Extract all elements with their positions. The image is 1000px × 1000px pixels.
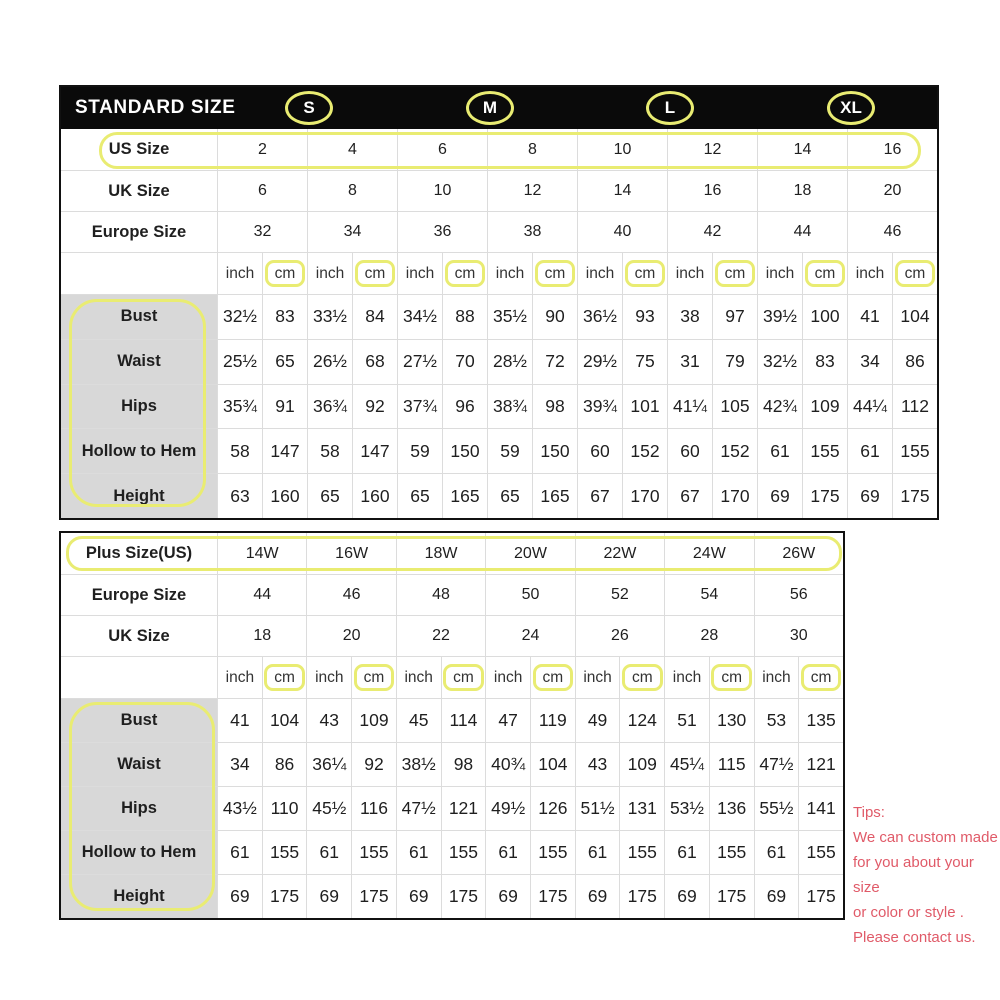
measurement-value-cell: 45½ bbox=[306, 787, 351, 830]
size-row bbox=[61, 170, 937, 211]
measurement-value-cell: 86 bbox=[892, 340, 937, 384]
size-value-cell: 8 bbox=[307, 171, 397, 211]
measurement-value-cell: 92 bbox=[351, 743, 396, 786]
measurement-value-cell: 147 bbox=[262, 429, 307, 473]
size-value-cell: 6 bbox=[397, 129, 487, 170]
measurement-value-cell: 53 bbox=[754, 699, 799, 742]
measurement-value-cell: 41¼ bbox=[667, 385, 712, 429]
measurement-value-cell: 47½ bbox=[396, 787, 441, 830]
size-row-label: US Size bbox=[108, 140, 170, 158]
measurement-value-cell: 60 bbox=[577, 429, 622, 473]
size-value-cell: 14 bbox=[577, 171, 667, 211]
measurement-value-cell: 175 bbox=[530, 875, 575, 918]
size-value-cell: 52 bbox=[575, 575, 664, 615]
measurement-value-cell: 27½ bbox=[397, 340, 442, 384]
size-value-cell: 50 bbox=[485, 575, 574, 615]
measurement-value-cell: 69 bbox=[306, 875, 351, 918]
size-row bbox=[61, 533, 843, 574]
measurement-value-cell: 131 bbox=[619, 787, 664, 830]
measurement-value-cell: 109 bbox=[802, 385, 847, 429]
measurement-value-cell: 170 bbox=[712, 474, 757, 518]
measurement-value-cell: 31 bbox=[667, 340, 712, 384]
size-row-label: Europe Size bbox=[91, 585, 187, 604]
unit-cm-highlighted-label: cm bbox=[805, 260, 846, 287]
unit-cm-cell bbox=[892, 253, 937, 294]
size-row bbox=[61, 129, 937, 170]
size-row bbox=[61, 615, 843, 656]
unit-cm-cell bbox=[442, 253, 487, 294]
measurement-row bbox=[61, 830, 843, 874]
measurement-value-cell: 37¾ bbox=[397, 385, 442, 429]
size-value-cell: 22W bbox=[575, 533, 664, 574]
standard-size-table-body bbox=[61, 129, 937, 518]
measurement-value-cell: 75 bbox=[622, 340, 667, 384]
measurement-value-cell: 32½ bbox=[217, 295, 262, 339]
size-value-cell: 36 bbox=[397, 212, 487, 252]
size-value-cell: 42 bbox=[667, 212, 757, 252]
unit-row-empty-label bbox=[61, 657, 217, 698]
unit-cm-highlighted-label: cm bbox=[715, 260, 756, 287]
measurement-row-label: Height bbox=[61, 875, 217, 918]
measurement-value-cell: 35½ bbox=[487, 295, 532, 339]
measurement-value-cell: 69 bbox=[757, 474, 802, 518]
measurement-row-label: Hollow to Hem bbox=[61, 429, 217, 473]
measurement-value-cell: 165 bbox=[532, 474, 577, 518]
size-circle-l: L bbox=[646, 91, 694, 125]
measurement-value-cell: 93 bbox=[622, 295, 667, 339]
size-value-cell: 10 bbox=[577, 129, 667, 170]
measurement-value-cell: 32½ bbox=[757, 340, 802, 384]
unit-inch-label: inch bbox=[667, 253, 712, 294]
measurement-value-cell: 175 bbox=[802, 474, 847, 518]
unit-cm-highlighted-label: cm bbox=[264, 664, 305, 691]
measurement-value-cell: 115 bbox=[709, 743, 754, 786]
measurement-value-cell: 155 bbox=[530, 831, 575, 874]
measurement-value-cell: 136 bbox=[709, 787, 754, 830]
unit-cm-cell bbox=[262, 657, 307, 698]
measurement-row bbox=[61, 339, 937, 384]
measurement-value-cell: 90 bbox=[532, 295, 577, 339]
measurement-value-cell: 155 bbox=[892, 429, 937, 473]
size-value-cell: 46 bbox=[306, 575, 395, 615]
size-value-cell: 32 bbox=[217, 212, 307, 252]
size-row-label: Plus Size(US) bbox=[85, 544, 193, 562]
measurement-value-cell: 29½ bbox=[577, 340, 622, 384]
size-value-cell: 26W bbox=[754, 533, 843, 574]
measurement-value-cell: 100 bbox=[802, 295, 847, 339]
unit-inch-label: inch bbox=[847, 253, 892, 294]
measurement-row bbox=[61, 742, 843, 786]
measurement-value-cell: 43 bbox=[575, 743, 620, 786]
measurement-value-cell: 121 bbox=[798, 743, 843, 786]
tips-line: Please contact us. bbox=[853, 929, 976, 946]
measurement-value-cell: 61 bbox=[306, 831, 351, 874]
tips-line: or color or style . bbox=[853, 904, 964, 921]
measurement-value-cell: 175 bbox=[619, 875, 664, 918]
unit-cm-highlighted-label: cm bbox=[354, 664, 395, 691]
unit-inch-label: inch bbox=[577, 253, 622, 294]
measurement-value-cell: 65 bbox=[262, 340, 307, 384]
measurement-value-cell: 155 bbox=[798, 831, 843, 874]
size-value-cell: 8 bbox=[487, 129, 577, 170]
unit-inch-label: inch bbox=[487, 253, 532, 294]
measurement-value-cell: 40¾ bbox=[485, 743, 530, 786]
measurement-value-cell: 60 bbox=[667, 429, 712, 473]
size-value-cell: 12 bbox=[487, 171, 577, 211]
measurement-value-cell: 135 bbox=[798, 699, 843, 742]
size-value-cell: 44 bbox=[757, 212, 847, 252]
plus-size-table-body bbox=[61, 533, 843, 918]
size-value-cell: 48 bbox=[396, 575, 485, 615]
measurement-row-label: Hips bbox=[61, 787, 217, 830]
size-value-cell: 14W bbox=[217, 533, 306, 574]
measurement-row bbox=[61, 384, 937, 429]
measurement-value-cell: 126 bbox=[530, 787, 575, 830]
unit-cm-cell bbox=[798, 657, 843, 698]
measurement-value-cell: 63 bbox=[217, 474, 262, 518]
measurement-value-cell: 69 bbox=[754, 875, 799, 918]
measurement-value-cell: 47 bbox=[485, 699, 530, 742]
standard-size-table bbox=[59, 85, 939, 520]
size-value-cell: 18 bbox=[217, 616, 306, 656]
unit-inch-label: inch bbox=[397, 253, 442, 294]
measurement-value-cell: 175 bbox=[892, 474, 937, 518]
measurement-value-cell: 45 bbox=[396, 699, 441, 742]
unit-cm-cell bbox=[262, 253, 307, 294]
size-value-cell: 46 bbox=[847, 212, 937, 252]
measurement-value-cell: 104 bbox=[892, 295, 937, 339]
size-value-cell: 24W bbox=[664, 533, 753, 574]
measurement-value-cell: 65 bbox=[307, 474, 352, 518]
measurement-value-cell: 69 bbox=[664, 875, 709, 918]
measurement-value-cell: 160 bbox=[352, 474, 397, 518]
measurement-value-cell: 36¾ bbox=[307, 385, 352, 429]
measurement-row bbox=[61, 698, 843, 742]
measurement-row-label: Height bbox=[61, 474, 217, 518]
measurement-value-cell: 119 bbox=[530, 699, 575, 742]
size-value-cell: 28 bbox=[664, 616, 753, 656]
size-value-cell: 4 bbox=[307, 129, 397, 170]
measurement-value-cell: 92 bbox=[352, 385, 397, 429]
measurement-value-cell: 43½ bbox=[217, 787, 262, 830]
unit-cm-highlighted-label: cm bbox=[625, 260, 666, 287]
measurement-value-cell: 36½ bbox=[577, 295, 622, 339]
measurement-value-cell: 109 bbox=[619, 743, 664, 786]
size-value-cell: 18W bbox=[396, 533, 485, 574]
size-value-cell: 14 bbox=[757, 129, 847, 170]
tips-title: Tips: bbox=[853, 804, 885, 821]
measurement-value-cell: 124 bbox=[619, 699, 664, 742]
unit-inch-label: inch bbox=[757, 253, 802, 294]
measurement-value-cell: 86 bbox=[262, 743, 307, 786]
measurement-value-cell: 42¾ bbox=[757, 385, 802, 429]
unit-cm-highlighted-label: cm bbox=[895, 260, 936, 287]
measurement-value-cell: 25½ bbox=[217, 340, 262, 384]
measurement-value-cell: 150 bbox=[532, 429, 577, 473]
unit-inch-label: inch bbox=[485, 657, 530, 698]
measurement-row-label: Waist bbox=[61, 743, 217, 786]
unit-cm-highlighted-label: cm bbox=[801, 664, 842, 691]
size-value-cell: 18 bbox=[757, 171, 847, 211]
measurement-value-cell: 121 bbox=[441, 787, 486, 830]
size-value-cell: 22 bbox=[396, 616, 485, 656]
tips-line: for you about your size bbox=[853, 854, 974, 896]
measurement-value-cell: 26½ bbox=[307, 340, 352, 384]
measurement-value-cell: 44¼ bbox=[847, 385, 892, 429]
size-value-cell: 34 bbox=[307, 212, 397, 252]
measurement-value-cell: 83 bbox=[262, 295, 307, 339]
size-circle-m: M bbox=[466, 91, 514, 125]
measurement-value-cell: 51 bbox=[664, 699, 709, 742]
size-row bbox=[61, 211, 937, 252]
size-value-cell: 16 bbox=[667, 171, 757, 211]
unit-row-empty-label bbox=[61, 253, 217, 294]
measurement-row bbox=[61, 786, 843, 830]
size-value-cell: 16 bbox=[847, 129, 937, 170]
measurement-value-cell: 38½ bbox=[396, 743, 441, 786]
measurement-value-cell: 155 bbox=[619, 831, 664, 874]
unit-cm-cell bbox=[709, 657, 754, 698]
measurement-row bbox=[61, 473, 937, 518]
size-value-cell: 54 bbox=[664, 575, 753, 615]
measurement-value-cell: 69 bbox=[847, 474, 892, 518]
tips-line: We can custom made bbox=[853, 829, 998, 846]
measurement-value-cell: 72 bbox=[532, 340, 577, 384]
size-value-cell: 2 bbox=[217, 129, 307, 170]
measurement-row-label: Hollow to Hem bbox=[61, 831, 217, 874]
measurement-value-cell: 61 bbox=[754, 831, 799, 874]
measurement-row-label: Waist bbox=[61, 340, 217, 384]
unit-cm-highlighted-label: cm bbox=[265, 260, 306, 287]
measurement-value-cell: 160 bbox=[262, 474, 307, 518]
measurement-value-cell: 69 bbox=[396, 875, 441, 918]
measurement-value-cell: 49½ bbox=[485, 787, 530, 830]
size-value-cell: 20 bbox=[847, 171, 937, 211]
unit-inch-label: inch bbox=[217, 657, 262, 698]
measurement-value-cell: 84 bbox=[352, 295, 397, 339]
measurement-value-cell: 88 bbox=[442, 295, 487, 339]
measurement-value-cell: 130 bbox=[709, 699, 754, 742]
size-value-cell: 16W bbox=[306, 533, 395, 574]
measurement-value-cell: 67 bbox=[667, 474, 712, 518]
size-value-cell: 56 bbox=[754, 575, 843, 615]
unit-inch-label: inch bbox=[217, 253, 262, 294]
plus-size-table bbox=[59, 531, 845, 920]
unit-inch-label: inch bbox=[306, 657, 351, 698]
unit-cm-highlighted-label: cm bbox=[533, 664, 574, 691]
unit-cm-cell bbox=[352, 253, 397, 294]
size-value-cell: 44 bbox=[217, 575, 306, 615]
measurement-value-cell: 97 bbox=[712, 295, 757, 339]
measurement-value-cell: 150 bbox=[442, 429, 487, 473]
size-value-cell: 40 bbox=[577, 212, 667, 252]
size-value-cell: 20W bbox=[485, 533, 574, 574]
unit-cm-cell bbox=[351, 657, 396, 698]
measurement-value-cell: 155 bbox=[351, 831, 396, 874]
measurement-value-cell: 65 bbox=[487, 474, 532, 518]
unit-cm-highlighted-label: cm bbox=[445, 260, 486, 287]
size-value-cell: 24 bbox=[485, 616, 574, 656]
standard-size-header-bar bbox=[61, 87, 937, 129]
measurement-value-cell: 65 bbox=[397, 474, 442, 518]
measurement-value-cell: 155 bbox=[802, 429, 847, 473]
measurement-value-cell: 152 bbox=[622, 429, 667, 473]
measurement-value-cell: 165 bbox=[442, 474, 487, 518]
measurement-value-cell: 109 bbox=[351, 699, 396, 742]
measurement-value-cell: 96 bbox=[442, 385, 487, 429]
measurement-value-cell: 39½ bbox=[757, 295, 802, 339]
unit-cm-highlighted-label: cm bbox=[711, 664, 752, 691]
size-row-label: UK Size bbox=[108, 626, 170, 645]
measurement-value-cell: 35¾ bbox=[217, 385, 262, 429]
measurement-value-cell: 59 bbox=[397, 429, 442, 473]
unit-cm-cell bbox=[619, 657, 664, 698]
measurement-value-cell: 116 bbox=[351, 787, 396, 830]
measurement-value-cell: 67 bbox=[577, 474, 622, 518]
unit-cm-highlighted-label: cm bbox=[355, 260, 396, 287]
measurement-value-cell: 61 bbox=[664, 831, 709, 874]
measurement-value-cell: 49 bbox=[575, 699, 620, 742]
size-value-cell: 26 bbox=[575, 616, 664, 656]
measurement-value-cell: 104 bbox=[530, 743, 575, 786]
measurement-value-cell: 175 bbox=[798, 875, 843, 918]
measurement-value-cell: 155 bbox=[262, 831, 307, 874]
measurement-value-cell: 36¼ bbox=[306, 743, 351, 786]
measurement-value-cell: 98 bbox=[532, 385, 577, 429]
measurement-row bbox=[61, 874, 843, 918]
unit-inch-label: inch bbox=[396, 657, 441, 698]
measurement-row bbox=[61, 294, 937, 339]
measurement-value-cell: 51½ bbox=[575, 787, 620, 830]
measurement-value-cell: 155 bbox=[709, 831, 754, 874]
measurement-value-cell: 175 bbox=[351, 875, 396, 918]
measurement-value-cell: 61 bbox=[575, 831, 620, 874]
unit-inch-label: inch bbox=[575, 657, 620, 698]
measurement-value-cell: 141 bbox=[798, 787, 843, 830]
size-value-cell: 20 bbox=[306, 616, 395, 656]
measurement-value-cell: 61 bbox=[847, 429, 892, 473]
unit-row bbox=[61, 656, 843, 698]
measurement-value-cell: 114 bbox=[441, 699, 486, 742]
unit-cm-cell bbox=[802, 253, 847, 294]
measurement-value-cell: 69 bbox=[217, 875, 262, 918]
unit-inch-label: inch bbox=[754, 657, 799, 698]
unit-cm-cell bbox=[530, 657, 575, 698]
measurement-value-cell: 45¼ bbox=[664, 743, 709, 786]
measurement-value-cell: 83 bbox=[802, 340, 847, 384]
unit-cm-highlighted-label: cm bbox=[622, 664, 663, 691]
measurement-value-cell: 53½ bbox=[664, 787, 709, 830]
measurement-value-cell: 34 bbox=[217, 743, 262, 786]
size-value-cell: 6 bbox=[217, 171, 307, 211]
measurement-value-cell: 112 bbox=[892, 385, 937, 429]
unit-cm-cell bbox=[622, 253, 667, 294]
measurement-value-cell: 58 bbox=[217, 429, 262, 473]
unit-inch-label: inch bbox=[307, 253, 352, 294]
measurement-value-cell: 68 bbox=[352, 340, 397, 384]
measurement-value-cell: 61 bbox=[757, 429, 802, 473]
measurement-value-cell: 61 bbox=[485, 831, 530, 874]
measurement-value-cell: 38¾ bbox=[487, 385, 532, 429]
measurement-row-label: Bust bbox=[61, 699, 217, 742]
measurement-value-cell: 41 bbox=[847, 295, 892, 339]
measurement-value-cell: 152 bbox=[712, 429, 757, 473]
size-circle-xl: XL bbox=[827, 91, 875, 125]
measurement-value-cell: 170 bbox=[622, 474, 667, 518]
tips-note bbox=[853, 800, 1000, 950]
unit-cm-highlighted-label: cm bbox=[535, 260, 576, 287]
measurement-value-cell: 105 bbox=[712, 385, 757, 429]
unit-cm-cell bbox=[712, 253, 757, 294]
measurement-value-cell: 104 bbox=[262, 699, 307, 742]
measurement-value-cell: 175 bbox=[441, 875, 486, 918]
size-value-cell: 38 bbox=[487, 212, 577, 252]
unit-cm-cell bbox=[441, 657, 486, 698]
measurement-value-cell: 59 bbox=[487, 429, 532, 473]
size-row bbox=[61, 574, 843, 615]
measurement-value-cell: 101 bbox=[622, 385, 667, 429]
measurement-value-cell: 38 bbox=[667, 295, 712, 339]
measurement-value-cell: 43 bbox=[306, 699, 351, 742]
measurement-value-cell: 33½ bbox=[307, 295, 352, 339]
size-row-label: Europe Size bbox=[91, 222, 187, 241]
measurement-value-cell: 61 bbox=[396, 831, 441, 874]
measurement-value-cell: 39¾ bbox=[577, 385, 622, 429]
measurement-value-cell: 47½ bbox=[754, 743, 799, 786]
size-value-cell: 30 bbox=[754, 616, 843, 656]
measurement-value-cell: 61 bbox=[217, 831, 262, 874]
measurement-value-cell: 110 bbox=[262, 787, 307, 830]
unit-row bbox=[61, 252, 937, 294]
measurement-row-label: Bust bbox=[61, 295, 217, 339]
measurement-value-cell: 98 bbox=[441, 743, 486, 786]
measurement-value-cell: 175 bbox=[709, 875, 754, 918]
standard-size-title: STANDARD SIZE bbox=[75, 97, 236, 118]
measurement-row bbox=[61, 428, 937, 473]
unit-cm-cell bbox=[532, 253, 577, 294]
measurement-value-cell: 175 bbox=[262, 875, 307, 918]
measurement-value-cell: 79 bbox=[712, 340, 757, 384]
size-circle-s: S bbox=[285, 91, 333, 125]
measurement-value-cell: 91 bbox=[262, 385, 307, 429]
size-row-label: UK Size bbox=[108, 181, 170, 200]
measurement-value-cell: 34 bbox=[847, 340, 892, 384]
measurement-value-cell: 41 bbox=[217, 699, 262, 742]
unit-cm-highlighted-label: cm bbox=[443, 664, 484, 691]
measurement-value-cell: 70 bbox=[442, 340, 487, 384]
measurement-row-label: Hips bbox=[61, 385, 217, 429]
measurement-value-cell: 69 bbox=[575, 875, 620, 918]
measurement-value-cell: 58 bbox=[307, 429, 352, 473]
measurement-value-cell: 155 bbox=[441, 831, 486, 874]
measurement-value-cell: 34½ bbox=[397, 295, 442, 339]
measurement-value-cell: 28½ bbox=[487, 340, 532, 384]
size-value-cell: 10 bbox=[397, 171, 487, 211]
measurement-value-cell: 69 bbox=[485, 875, 530, 918]
measurement-value-cell: 147 bbox=[352, 429, 397, 473]
size-value-cell: 12 bbox=[667, 129, 757, 170]
measurement-value-cell: 55½ bbox=[754, 787, 799, 830]
unit-inch-label: inch bbox=[664, 657, 709, 698]
